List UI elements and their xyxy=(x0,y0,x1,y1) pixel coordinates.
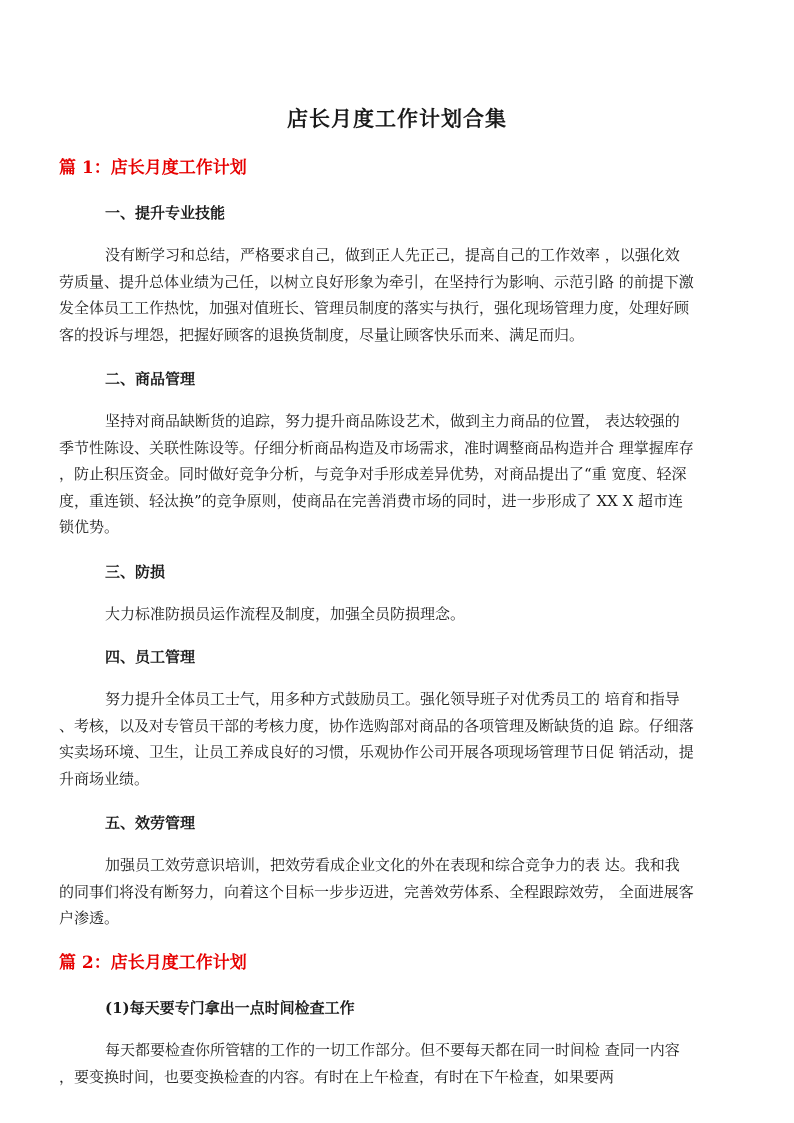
paragraph-loss-prevention xyxy=(59,601,739,628)
paragraph-daily-check xyxy=(59,1037,739,1090)
paragraph-line: 的同事们将没有断努力，向着这个目标一步步迈进，完善效劳体系、全程跟踪效劳， 全面进展客 xyxy=(59,882,694,901)
paragraph-line: 努力提升全体员工士气，用多种方式鼓励员工。强化领导班子对优秀员工的 培育和指导 xyxy=(105,690,680,708)
paragraph-line: ，防止积压资金。同时做好竞争分析，与竞争对手形成差异优势，对商品提出了“重 宽度、轻深 xyxy=(59,465,687,483)
paragraph-skills xyxy=(59,242,739,348)
document-title: 店长月度工作计划合集 xyxy=(287,106,507,131)
paragraph-service xyxy=(59,852,739,932)
paragraph-line: 户渗透。 xyxy=(59,909,120,927)
paragraph-line: 加强员工效劳意识培训，把效劳看成企业文化的外在表现和综合竞争力的表 达。我和我 xyxy=(105,856,680,874)
part-2-heading: 篇 2：店长月度工作计划 xyxy=(59,953,247,973)
paragraph-line: 大力标准防损员运作流程及制度，加强全员防损理念。 xyxy=(105,605,466,623)
paragraph-line: 度，重连锁、轻汰换”的竞争原则，使商品在完善消费市场的同时，进一步形成了 XX X 超市连 xyxy=(59,491,684,510)
paragraph-line: 坚持对商品缺断货的追踪，努力提升商品陈设艺术，做到主力商品的位置， 表达较强的 xyxy=(105,412,680,430)
paragraph-line: ，要变换时间，也要变换检查的内容。有时在上午检查，有时在下午检查，如果要两 xyxy=(59,1067,615,1086)
section-heading-merchandise: 二、商品管理 xyxy=(105,370,196,388)
section-heading-service: 五、效劳管理 xyxy=(105,814,196,832)
paragraph-staff xyxy=(59,686,739,792)
section-heading-loss-prevention: 三、防损 xyxy=(105,563,166,581)
paragraph-line: 季节性陈设、关联性陈设等。仔细分析商品构造及市场需求，准时调整商品构造并合 理掌握库存 xyxy=(59,438,694,457)
paragraph-line: 实卖场环境、卫生，让员工养成良好的习惯，乐观协作公司开展各项现场管理节日促 销活动，提 xyxy=(59,743,694,761)
paragraph-line: 发全体员工工作热忱，加强对值班长、管理员制度的落实与执行，强化现场管理力度，处理好顾 xyxy=(59,299,690,317)
section-heading-skills: 一、提升专业技能 xyxy=(105,204,226,222)
paragraph-line: 劳质量、提升总体业绩为己任，以树立良好形象为牵引，在坚持行为影响、示范引路 的前提下激 xyxy=(59,272,694,291)
part-1-heading: 篇 1：店长月度工作计划 xyxy=(59,158,247,178)
paragraph-line: 、考核，以及对专管员干部的考核力度，协作选购部对商品的各项管理及断缺货的追 踪。仔细落 xyxy=(59,716,694,735)
section-heading-daily-check: (1)每天要专门拿出一点时间检查工作 xyxy=(105,999,355,1017)
paragraph-line: 客的投诉与埋怨，把握好顾客的退换货制度，尽量让顾客快乐而来、满足而归。 xyxy=(59,325,585,344)
paragraph-merchandise xyxy=(59,408,739,541)
paragraph-line: 锁优势。 xyxy=(59,518,120,536)
paragraph-line: 没有断学习和总结，严格要求自己，做到正人先正己，提高自己的工作效率 ，以强化效 xyxy=(105,246,680,264)
paragraph-line: 升商场业绩。 xyxy=(59,769,150,788)
section-heading-staff: 四、员工管理 xyxy=(105,648,196,666)
paragraph-line: 每天都要检查你所管辖的工作的一切工作部分。但不要每天都在同一时间检 查同一内容 xyxy=(105,1041,680,1059)
